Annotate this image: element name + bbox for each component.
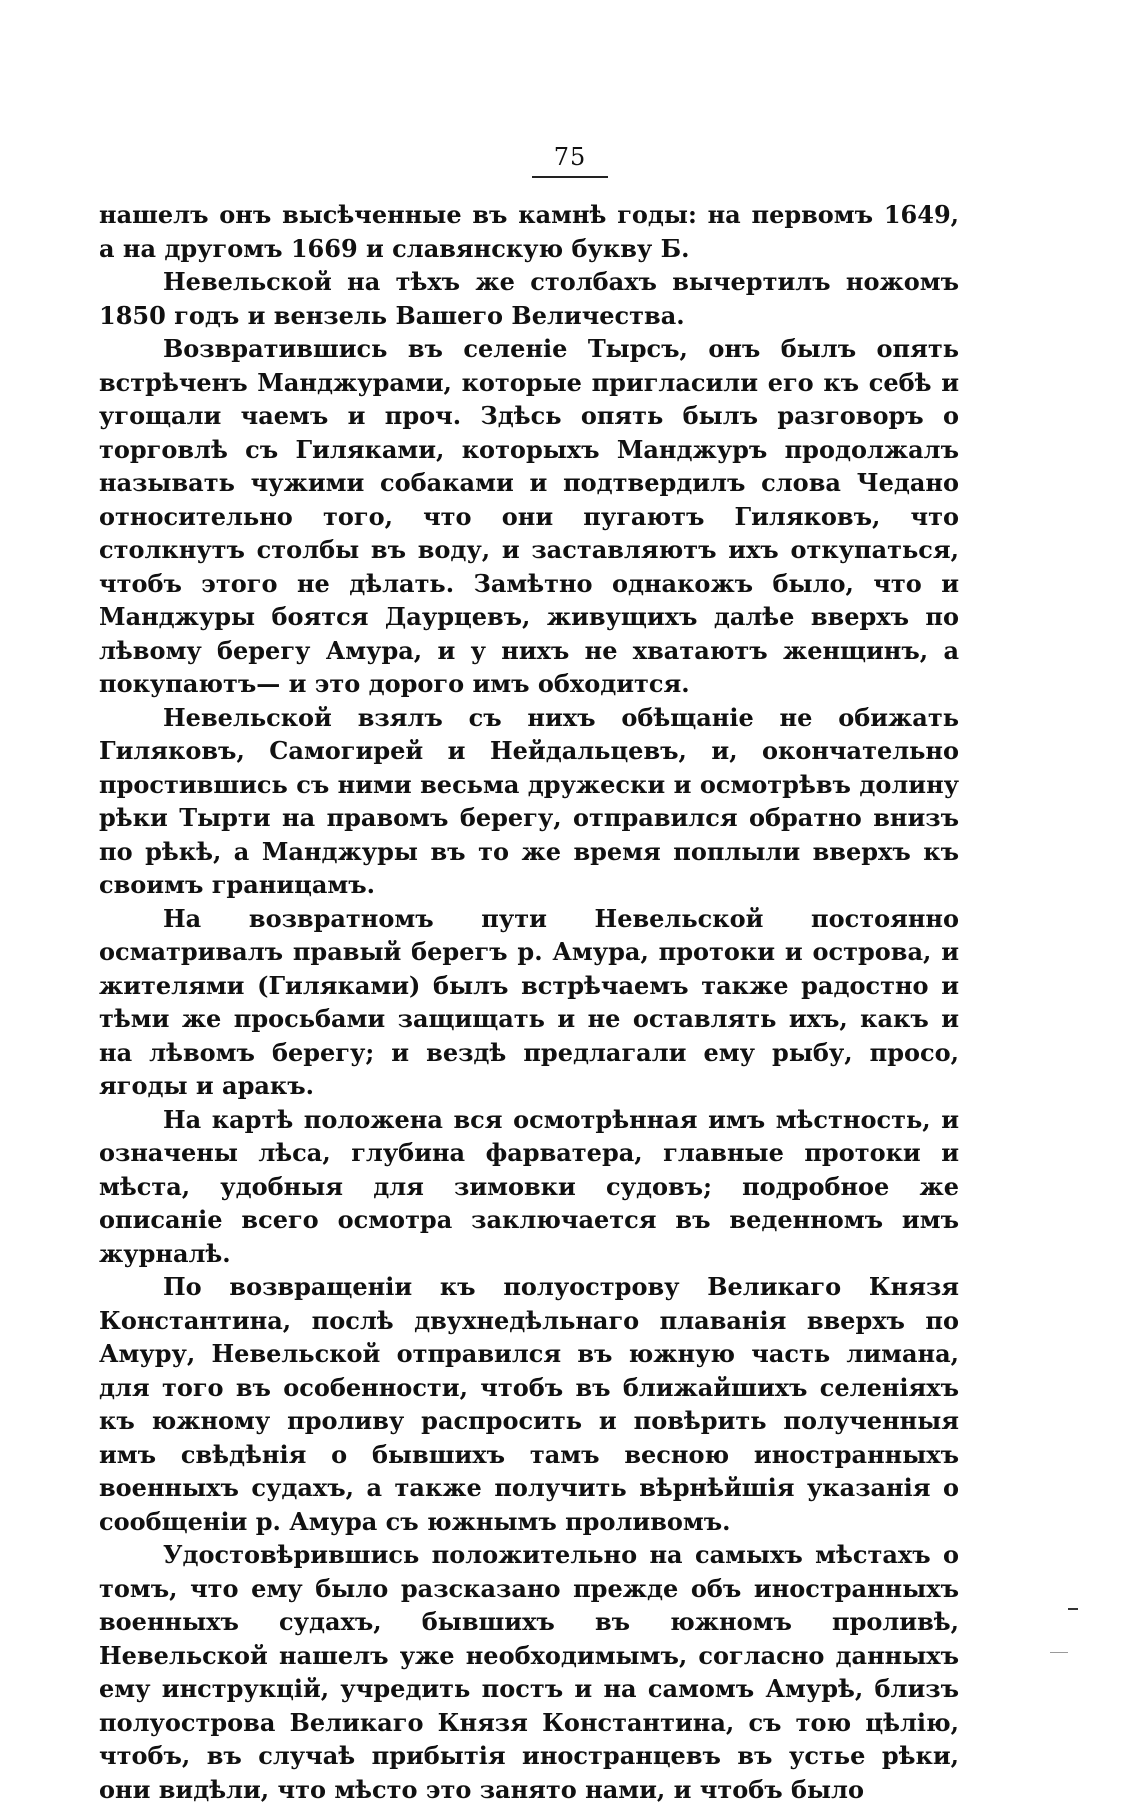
body-text [99,198,959,1806]
page-number: 75 [532,140,609,178]
paragraph: На картѣ положена вся осмотрѣнная имъ мѣстность, и означены лѣса, глубина фарватера, главные протоки и мѣста, удобныя для зимовки судовъ; подробное же описаніе всего осмотра заключается въ веденномъ имъ журналѣ. [99,1104,959,1268]
scan-artifact-mark [1068,1608,1078,1610]
paragraph: Удостовѣрившись положительно на самыхъ мѣстахъ о томъ, что ему было разсказано прежде объ иностранныхъ военныхъ судахъ, бывшихъ въ южномъ проливѣ, Невельской нашелъ уже необходимымъ, согласно данныхъ ему инструкцій, учредить постъ и на самомъ Амурѣ, близъ полуострова Великаго Князя Константина, съ тою цѣлію, чтобъ, въ случаѣ прибытія иностранцевъ въ устье рѣки, они видѣли, что мѣсто это занято нами, и чтобъ было [99,1540,959,1804]
paragraph: нашелъ онъ высѣченные въ камнѣ годы: на первомъ 1649, а на другомъ 1669 и славянскую букву Б. [99,200,959,263]
paragraph: На возвратномъ пути Невельской постоянно осматривалъ правый берегъ р. Амура, протоки и острова, и жителями (Гиляками) былъ встрѣчаемъ также радостно и тѣми же просьбами защищать и не оставлять ихъ, какъ и на лѣвомъ берегу; и вездѣ предлагали ему рыбу, просо, ягоды и аракъ. [99,903,959,1100]
paragraph: Возвратившись въ селеніе Тырсъ, онъ былъ опять встрѣченъ Манджурами, которые пригласили его къ себѣ и угощали чаемъ и проч. Здѣсь опять былъ разговоръ о торговлѣ съ Гиляками, которыхъ Манджуръ продолжалъ называть чужими собаками и подтвердилъ слова Чедано относительно того, что они пугаютъ Гиляковъ, что столкнутъ столбы въ воду, и заставляютъ ихъ откупаться, чтобъ этого не дѣлать. Замѣтно однакожъ было, что и Манджуры боятся Даурцевъ, живущихъ далѣе вверхъ по лѣвому берегу Амура, и у нихъ не хватаютъ женщинъ, а покупаютъ— и это дорого имъ обходится. [99,334,959,698]
paragraph: Невельской на тѣхъ же столбахъ вычертилъ ножомъ 1850 годъ и вензель Вашего Величества. [99,267,959,330]
scan-artifact-line [1050,1652,1068,1653]
paragraph: Невельской взялъ съ нихъ обѣщаніе не обижать Гиляковъ, Самогирей и Нейдальцевъ, и, окончательно простившись съ ними весьма дружески и осмотрѣвъ долину рѣки Тырти на правомъ берегу, отправился обратно внизъ по рѣкѣ, а Манджуры въ то же время поплыли вверхъ къ своимъ границамъ. [99,702,959,899]
paragraph: По возвращеніи къ полуострову Великаго Князя Константина, послѣ двухнедѣльнаго плаванія вверхъ по Амуру, Невельской отправился въ южную часть лимана, для того въ особенности, чтобъ въ ближайшихъ селеніяхъ къ южному проливу распросить и повѣрить полученныя имъ свѣдѣнія о бывшихъ тамъ весною иностранныхъ военныхъ судахъ, а также получить вѣрнѣйшія указанія о сообщеніи р. Амура съ южнымъ проливомъ. [99,1272,959,1536]
page-header [0,140,1140,178]
